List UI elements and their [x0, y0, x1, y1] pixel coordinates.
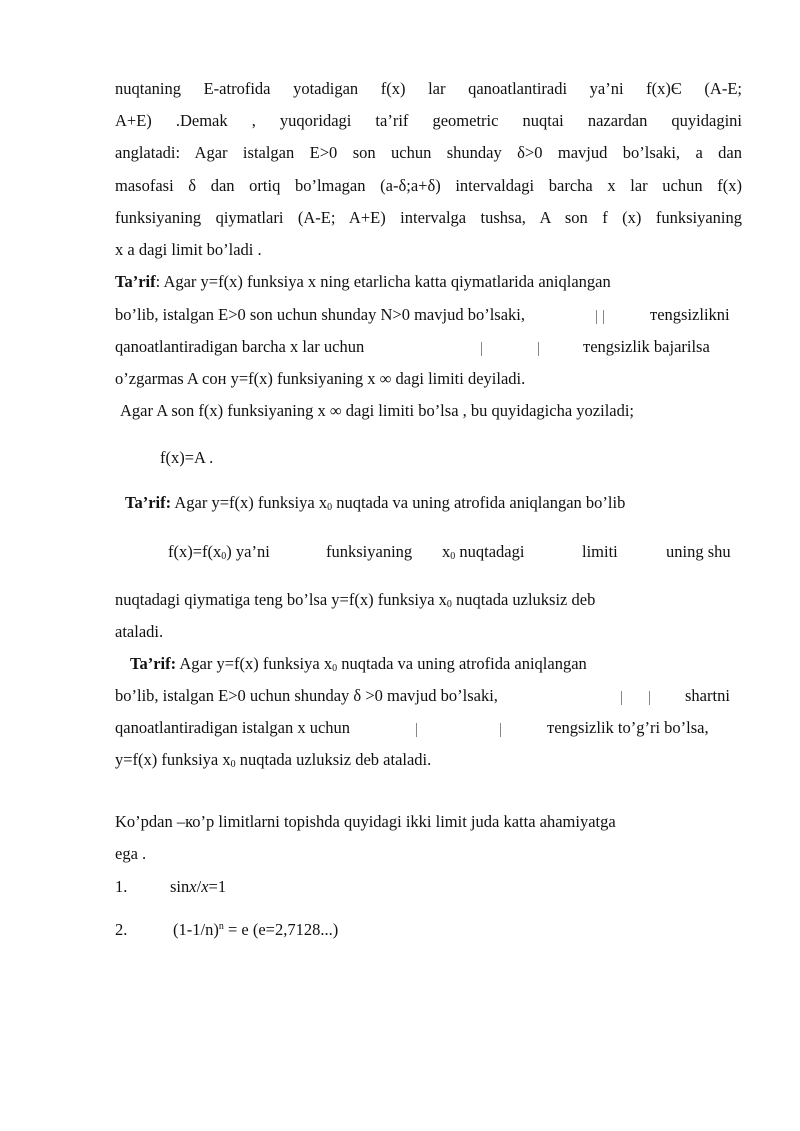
subscript: 0: [230, 759, 236, 770]
paragraph-line: o’zgarmas A сон y=f(x) funksiyaning x ∞ dagi limiti deyiladi.: [115, 369, 526, 388]
paragraph-line: [115, 337, 742, 357]
paragraph-line: [115, 686, 742, 706]
paragraph-line: [115, 718, 742, 738]
text-segment: uning shu: [666, 542, 731, 561]
paragraph-line: Ko’pdan –ко’p limitlarni topishda quyidagi ikki limit juda katta ahamiyatga: [115, 812, 616, 831]
text-segment: nuqtada uzluksiz deb: [451, 590, 596, 609]
text-segment: bo’lib, istalgan E>0 son uchun shunday N>0 mavjud bo’lsaki,: [115, 305, 525, 324]
subscript: 0: [332, 663, 338, 674]
text-segment: nuqtada uzluksiz deb ataladi.: [235, 750, 432, 769]
text-segment: qanoatlantiradigan barcha x lar uchun: [115, 337, 365, 356]
text-segment: тengsizlikni: [650, 305, 730, 324]
paragraph-line: anglatadi: Agar istalgan E>0 son uchun shunday δ>0 mavjud bo’lsaki, a dan: [115, 143, 742, 162]
paragraph-line: [168, 542, 742, 562]
paragraph-line: Agar A son f(x) funksiyaning x ∞ dagi limiti bo’lsa , bu quyidagicha yoziladi;: [120, 401, 635, 420]
text-segment: $x_0$ nuqtadagi: [442, 542, 525, 562]
text-segment: y=f(x) funksiya x: [115, 750, 231, 769]
definition-line: [115, 272, 742, 292]
paragraph-line: [115, 305, 742, 325]
abs-bar: [499, 720, 502, 740]
formula: sinx/x=1: [170, 877, 227, 896]
formula-line: f(x)=A .: [160, 448, 214, 467]
text-segment: nuqtada va uning atrofida aniqlangan bo’lib: [332, 493, 626, 512]
abs-bar: [537, 339, 540, 359]
subscript: 0: [221, 551, 227, 562]
list-number: 1.: [115, 877, 128, 896]
text-segment: тengsizlik bajarilsa: [583, 337, 710, 356]
text-segment: nuqtada va uning atrofida aniqlangan: [337, 654, 587, 673]
text-segment: qanoatlantiradigan istalgan x uchun: [115, 718, 351, 737]
formula: $(1-1/n)^n = e$ (e=2,7128...): [173, 920, 339, 939]
definition-label: Ta’rif:: [125, 493, 172, 512]
abs-bar: [620, 688, 623, 708]
definition-line: [125, 493, 752, 513]
list-item: [0, 920, 800, 942]
subscript: 0: [327, 502, 333, 513]
abs-bar: [648, 688, 651, 708]
subscript: 0: [446, 599, 452, 610]
paragraph-line: ataladi.: [115, 622, 164, 641]
text-segment: bo’lib, istalgan E>0 uchun shunday δ >0 mavjud bo’lsaki,: [115, 686, 498, 705]
text-segment: Agar y=f(x) funksiya x: [176, 654, 333, 673]
text-segment: f(x)=f(x: [168, 542, 222, 561]
paragraph-line: A+E) .Demak , yuqoridagi ta’rif geometric nuqtai nazardan quyidagini: [115, 111, 742, 130]
paragraph-line: [115, 750, 742, 770]
paragraph-line: nuqtaning E-atrofida yotadigan f(x) lar qanoatlantiradi ya’ni f(x)Є (A-E;: [115, 79, 742, 98]
paragraph-line: x a dagi limit bo’ladi .: [115, 240, 262, 259]
text-segment: limiti: [582, 542, 618, 561]
abs-bar: [480, 339, 483, 359]
paragraph-line: funksiyaning qiymatlari (A-E; A+E) intervalga tushsa, A son f (x) funksiyaning: [115, 208, 742, 227]
text-segment: nuqtadagi qiymatiga teng bo’lsa y=f(x) funksiya x: [115, 590, 447, 609]
definition-text: : Agar y=f(x) funksiya x ning etarlicha katta qiymatlarida aniqlangan: [155, 272, 611, 291]
text-segment: тengsizlik to’g’ri bo’lsa,: [547, 718, 709, 737]
list-number: 2.: [115, 920, 128, 939]
paragraph-line: [115, 590, 742, 610]
definition-label: Ta’rif: [115, 272, 156, 291]
abs-bars: [595, 307, 605, 327]
text-segment: Agar y=f(x) funksiya x: [171, 493, 328, 512]
definition-line: [130, 654, 742, 674]
paragraph-line: masofasi δ dan ortiq bo’lmagan (a-δ;a+δ) intervaldagi barcha x lar uchun f(x): [115, 176, 742, 195]
text-segment: ) ya’ni: [226, 542, 270, 561]
definition-label: Ta’rif:: [130, 654, 177, 673]
list-item: [0, 877, 800, 899]
text-segment: funksiyaning: [326, 542, 413, 561]
paragraph-line: ega .: [115, 844, 147, 863]
abs-bar: [415, 720, 418, 740]
text-segment: shartni: [685, 686, 730, 705]
